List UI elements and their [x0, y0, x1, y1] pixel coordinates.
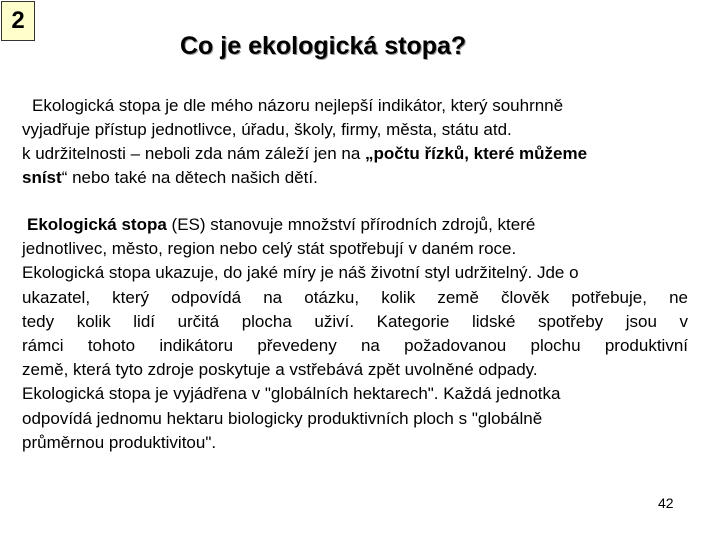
definition-line: [22, 213, 688, 237]
page-number: 42: [658, 495, 674, 511]
definition-line: ukazatel, který odpovídá na otázku, kolik země člověk potřebuje, ne: [22, 287, 688, 307]
slide-number-badge: 2: [1, 1, 35, 41]
definition-text: (ES) stanovuje množství přírodních zdrojů, které: [166, 215, 536, 234]
slide-title: Co je ekologická stopa?: [180, 32, 467, 60]
definition-line: tedy kolik lidí určitá plocha uživí. Kategorie lidské spotřeby jsou v: [22, 311, 688, 331]
definition-line: Ekologická stopa je vyjádřena v "globálních hektarech". Každá jednotka: [22, 384, 561, 404]
definition-paragraph: [22, 213, 688, 455]
definition-line: průměrnou produktivitou".: [22, 432, 217, 452]
definition-term: Ekologická stopa: [27, 215, 167, 234]
definition-line: země, která tyto zdroje poskytuje a vstřebává zpět uvolněné odpady.: [22, 360, 538, 380]
definition-line: jednotlivec, město, region nebo celý stát spotřebují v daném roce.: [22, 239, 517, 259]
intro-emphasis: „počtu řízků, které můžeme: [365, 144, 588, 163]
intro-text: k udržitelnosti – neboli zda nám záleží jen na: [22, 144, 366, 163]
intro-line: Ekologická stopa je dle mého názoru nejlepší indikátor, který souhrnně: [32, 96, 564, 115]
intro-text: “ nebo také na dětech našich dětí.: [61, 168, 318, 187]
intro-line: vyjadřuje přístup jednotlivce, úřadu, školy, firmy, města, státu atd.: [22, 120, 512, 139]
intro-paragraph: [22, 94, 692, 190]
intro-line: [22, 166, 692, 190]
definition-line: rámci tohoto indikátoru převedeny na požadovanou plochu produktivní: [22, 336, 688, 356]
definition-line: Ekologická stopa ukazuje, do jaké míry je náš životní styl udržitelný. Jde o: [22, 263, 579, 283]
intro-line: [22, 142, 692, 166]
intro-emphasis: sníst: [22, 168, 62, 187]
definition-line: odpovídá jednomu hektaru biologicky produktivních ploch s "globálně: [22, 408, 543, 428]
